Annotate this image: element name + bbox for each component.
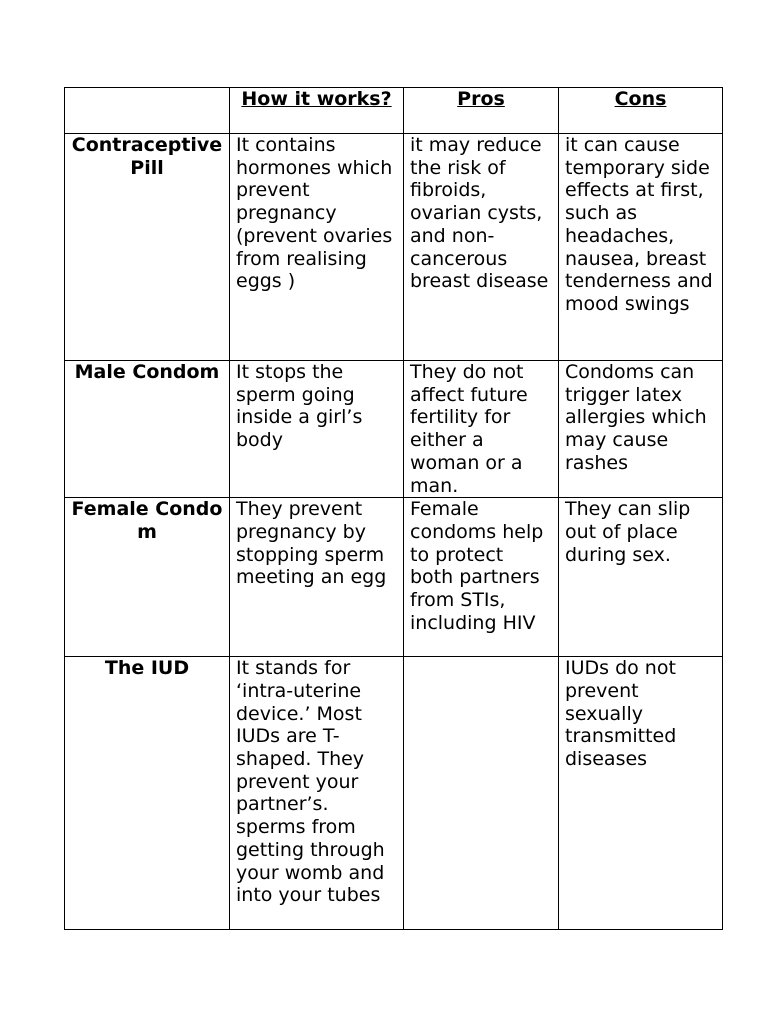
cons-cell: Condoms can trigger latex allergies which may cause rashes (559, 361, 723, 498)
how-it-works-cell: It contains hormones which prevent pregnancy (prevent ovaries from realising eggs ) (230, 134, 404, 361)
table-row (65, 361, 723, 498)
header-cons: Cons (559, 88, 723, 134)
header-pros: Pros (404, 88, 559, 134)
table-row (65, 657, 723, 930)
how-it-works-cell: It stands for ‘intra-uterine device.’ Most IUDs are T-shaped. They prevent your partner’s. sperms from getting through your womb and into your tubes (230, 657, 404, 930)
how-it-works-cell: It stops the sperm going inside a girl’s body (230, 361, 404, 498)
cons-cell: They can slip out of place during sex. (559, 498, 723, 657)
pros-cell: it may reduce the risk of fibroids, ovarian cysts, and non-cancerous breast disease (404, 134, 559, 361)
cons-cell: IUDs do not prevent sexually transmitted diseases (559, 657, 723, 930)
pros-cell (404, 657, 559, 930)
method-cell: Contraceptive Pill (65, 134, 230, 361)
header-row (65, 88, 723, 134)
method-cell: The IUD (65, 657, 230, 930)
cons-cell: it can cause temporary side effects at first, such as headaches, nausea, breast tenderness and mood swings (559, 134, 723, 361)
pros-cell: They do not affect future fertility for either a woman or a man. (404, 361, 559, 498)
header-how-it-works: How it works? (230, 88, 404, 134)
header-blank-cell (65, 88, 230, 134)
contraception-table (64, 87, 723, 930)
table-row (65, 134, 723, 361)
method-cell: Male Condom (65, 361, 230, 498)
pros-cell: Female condoms help to protect both partners from STIs, including HIV (404, 498, 559, 657)
table-row (65, 498, 723, 657)
how-it-works-cell: They prevent pregnancy by stopping sperm meeting an egg (230, 498, 404, 657)
method-cell: Female Condom (65, 498, 230, 657)
